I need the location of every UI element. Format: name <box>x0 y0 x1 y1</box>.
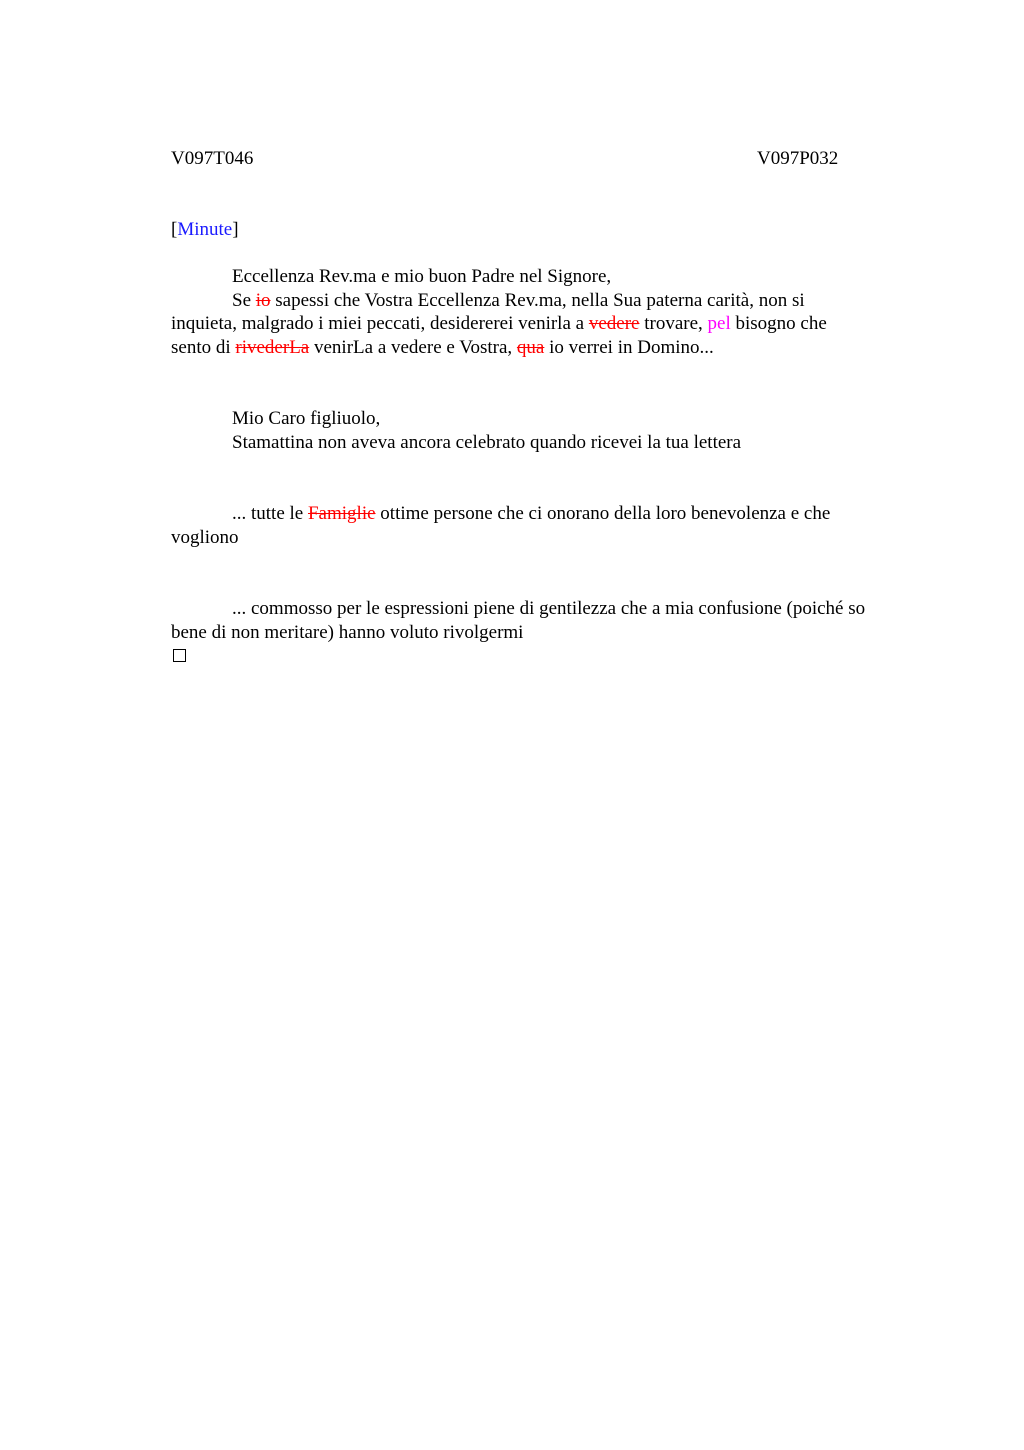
letter-2-salutation: Mio Caro figliuolo, <box>232 408 381 429</box>
letter-1-line-2: inquieta, malgrado i miei peccati, desidererei venirla a vedere trovare, pel bisogno che <box>171 313 827 335</box>
deletion: Famiglie <box>307 503 376 524</box>
letter-1 <box>171 265 931 359</box>
fragment-1 <box>171 502 931 549</box>
letter-1-line-1: Se io sapessi che Vostra Eccellenza Rev.ma, nella Sua paterna carità, non si <box>232 289 805 311</box>
document-code-right: V097P032 <box>757 148 839 169</box>
letter-1-line-3: sento di rivederLa venirLa a vedere e Vostra, qua io verrei in Domino... <box>171 336 714 358</box>
open-bracket: [ <box>171 219 178 240</box>
letter-2-line-1: Stamattina non aveva ancora celebrato quando ricevei la tua lettera <box>232 431 742 453</box>
letter-1-salutation: Eccellenza Rev.ma e mio buon Padre nel Signore, <box>232 266 612 287</box>
section-label-word: Minute <box>177 219 233 240</box>
checkbox-square-icon <box>173 649 186 662</box>
deletion: io <box>255 289 271 311</box>
section-label <box>171 218 239 242</box>
insertion: pel <box>707 313 731 335</box>
close-bracket: ] <box>232 219 239 240</box>
deletion: qua <box>516 336 545 358</box>
fragment-2-line-1: ... commosso per le espressioni piene di gentilezza che a mia confusione (poiché so <box>232 598 866 619</box>
fragment-2-line-2: bene di non meritare) hanno voluto rivolgermi <box>171 621 524 643</box>
document-code-left: V097T046 <box>171 148 254 169</box>
fragment-1-line-2: vogliono <box>171 526 239 548</box>
fragment-2 <box>171 597 931 644</box>
deletion: vedere <box>588 313 640 335</box>
letter-2 <box>171 407 931 454</box>
fragment-1-line-1: ... tutte le Famiglie ottime persone che ci onorano della loro benevolenza e che <box>232 503 831 524</box>
deletion: rivederLa <box>235 336 310 358</box>
